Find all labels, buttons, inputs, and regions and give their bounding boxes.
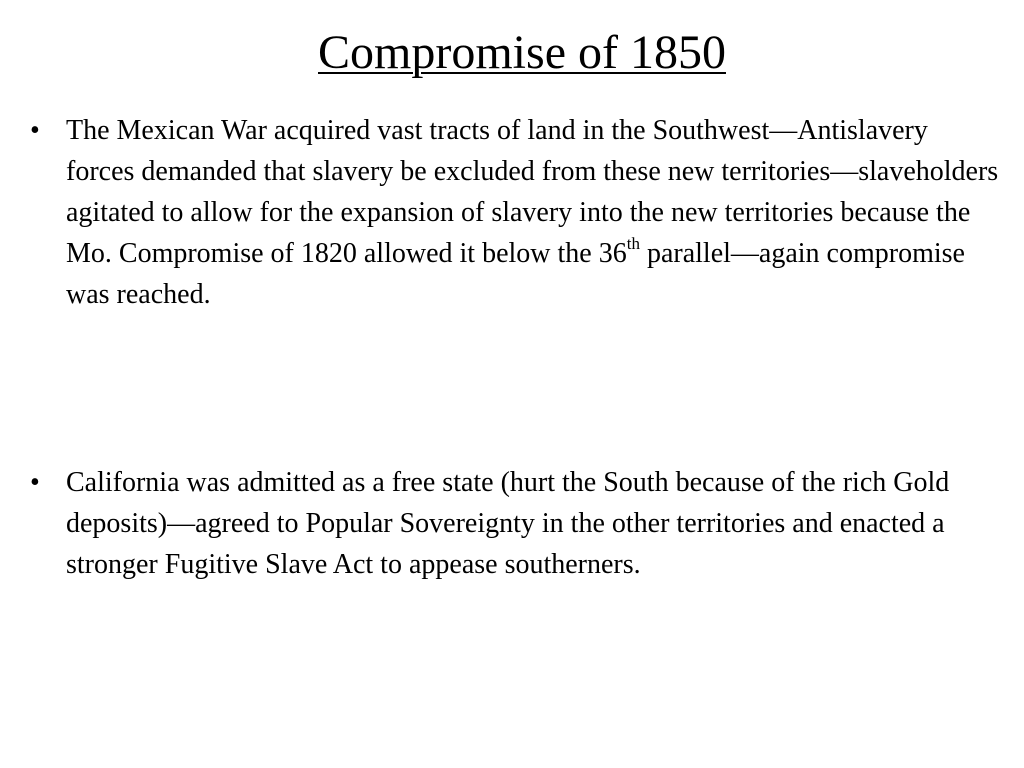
bullet-text: California was admitted as a free state (hurt the South because of the rich Gold deposits)—agreed to Popular Sovereignty in the other territories and enacted a stronger Fugitive Slave Act to appease southerners. bbox=[66, 467, 950, 580]
bullet-list bbox=[30, 110, 1000, 580]
slide-title bbox=[0, 24, 1024, 82]
slide-title-text: Compromise of 1850 bbox=[318, 26, 726, 79]
bullet-item-mexican-war bbox=[30, 110, 1000, 315]
ordinal-suffix: th bbox=[626, 233, 640, 253]
bullet-item-california bbox=[30, 462, 1000, 585]
bullet-text-part-1: The Mexican War acquired vast tracts of land in the Southwest—Antislavery forces demanded that slavery be excluded from these new territories—slaveholders agitated to allow for the expansion of slavery into the new territories because the Mo. Compromise of 1820 allowed it below the 36 bbox=[66, 115, 999, 269]
bullet-marker: • bbox=[30, 115, 40, 146]
bullet-text-part-2: parallel—again compromise was reached. bbox=[66, 238, 965, 310]
bullet-marker: • bbox=[30, 467, 40, 498]
